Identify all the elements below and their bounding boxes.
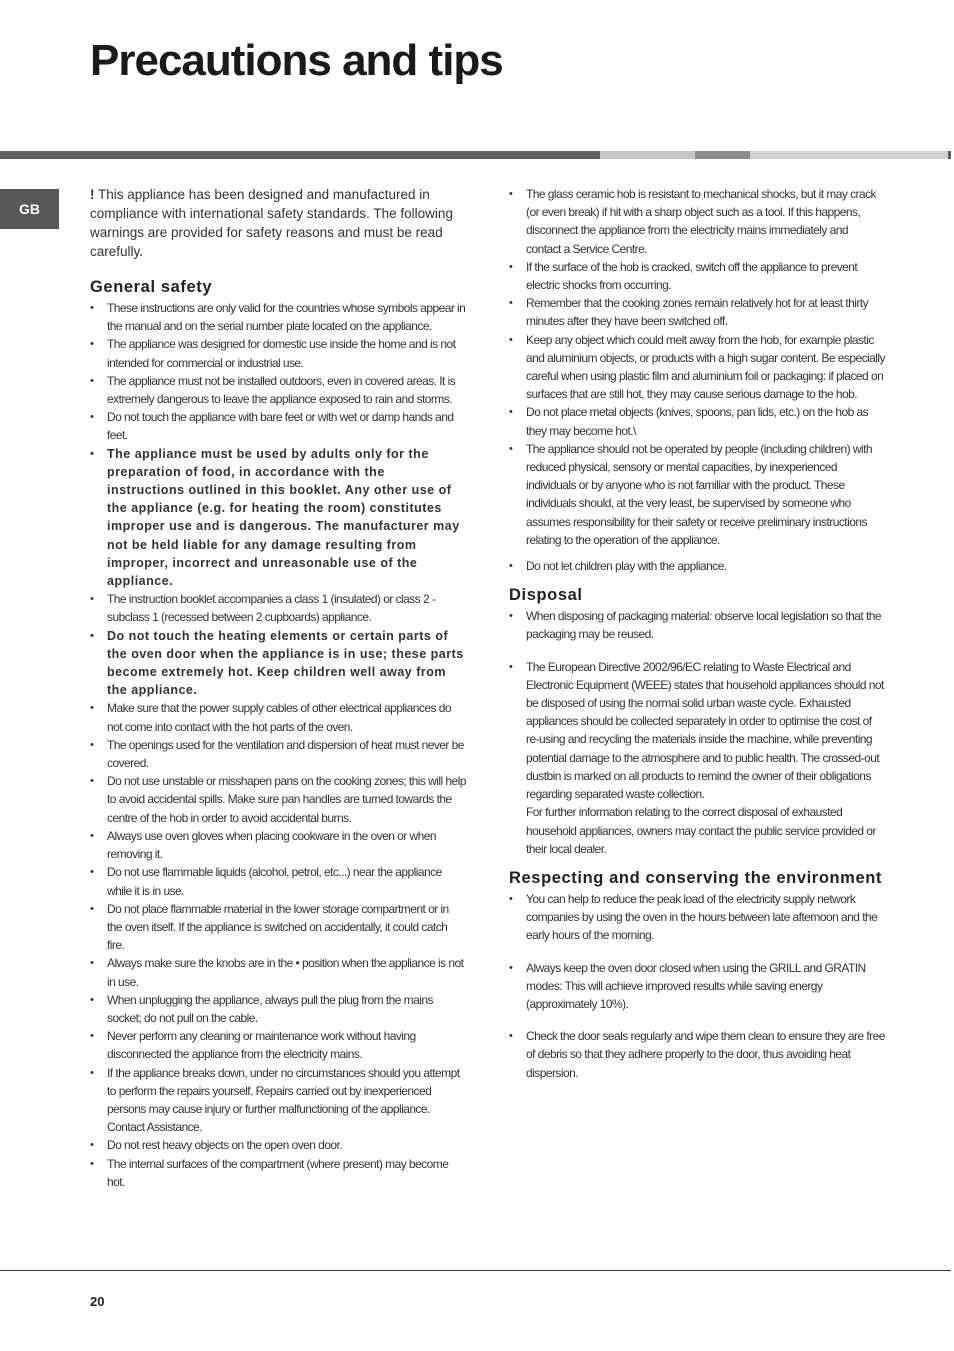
disposal-followup: For further information relating to the correct disposal of exhausted household appliances, owners may contact the public service provided or their local dealer. xyxy=(526,805,876,856)
header-bar-dark xyxy=(0,151,600,159)
list-item: • Remember that the cooking zones remain relatively hot for at least thirty minutes after they have been switched off. xyxy=(509,294,885,330)
list-item: • When unplugging the appliance, always pull the plug from the mains socket; do not pull on the cable. xyxy=(90,991,466,1027)
list-item: • Do not use flammable liquids (alcohol, petrol, etc...) near the appliance while it is in use. xyxy=(90,863,466,899)
environment-list xyxy=(509,890,885,1082)
header-bar-end xyxy=(948,151,951,159)
list-item: • When disposing of packaging material: observe local legislation so that the packaging may be reused. xyxy=(509,607,885,643)
list-item: • Always keep the oven door closed when using the GRILL and GRATIN modes: This will achieve improved results while saving energy (approximately 10%). xyxy=(509,959,885,1014)
footer-rule xyxy=(0,1270,951,1271)
list-item: • Keep any object which could melt away from the hob, for example plastic and aluminium objects, or products with a high sugar content. Be especially careful when using plastic film and aluminium foil or packaging: if placed on surfaces that are still hot, they may cause serious damage to the hob. xyxy=(509,331,885,404)
list-item: • The openings used for the ventilation and dispersion of heat must never be covered. xyxy=(90,736,466,772)
disposal-list xyxy=(509,607,885,858)
environment-heading: Respecting and conserving the environment xyxy=(509,868,883,887)
general-safety-heading: General safety xyxy=(90,278,213,296)
disposal-heading: Disposal xyxy=(509,586,583,605)
header-bar-pale xyxy=(750,151,948,159)
page-number: 20 xyxy=(90,1294,105,1309)
weee-text: The European Directive 2002/96/EC relating to Waste Electrical and Electronic Equipment (WEEE) states that household appliances should not be disposed of using the normal solid urban waste cycle. Exhausted appliances should be collected separately in order to optimise the cost of re-using and recycling the materials inside the machine, while preventing potential damage to the atmosphere and to public health. The crossed-out dustbin is marked on all products to remind the owner of their obligations regarding separated waste collection. xyxy=(526,659,884,802)
list-item: • If the appliance breaks down, under no circumstances should you attempt to perform the repairs yourself. Repairs carried out by inexperienced persons may cause injury or further malfunctioning of the appliance. Contact Assistance. xyxy=(90,1064,466,1137)
list-item: • Do not use unstable or misshapen pans on the cooking zones; this will help to avoid accidental spills. Make sure pan handles are turned towards the centre of the hob in order to avoid accidental burns. xyxy=(90,772,466,827)
right-column xyxy=(509,185,885,1082)
list-item: • Always make sure the knobs are in the • position when the appliance is not in use. xyxy=(90,954,466,990)
list-item: • Do not place flammable material in the lower storage compartment or in the oven itself. If the appliance is switched on accidentally, it could catch fire. xyxy=(90,900,466,955)
list-item: • Never perform any cleaning or maintenance work without having disconnected the appliance from the electricity mains. xyxy=(90,1027,466,1063)
list-item: • The instruction booklet accompanies a class 1 (insulated) or class 2 - subclass 1 (recessed between 2 cupboards) appliance. xyxy=(90,590,466,626)
page-title: Precautions and tips xyxy=(90,36,503,85)
list-item: • The appliance was designed for domestic use inside the home and is not intended for commercial or industrial use. xyxy=(90,335,466,371)
list-item: • The glass ceramic hob is resistant to mechanical shocks, but it may crack (or even break) if hit with a sharp object such as a tool. If this happens, disconnect the appliance from the electricity mains immediately and contact a Service Centre. xyxy=(509,185,885,258)
list-item: • Do not touch the appliance with bare feet or with wet or damp hands and feet. xyxy=(90,408,466,444)
list-item: • These instructions are only valid for the countries whose symbols appear in the manual and on the serial number plate located on the appliance. xyxy=(90,299,466,335)
list-item: • Check the door seals regularly and wipe them clean to ensure they are free of debris so that they adhere properly to the door, thus avoiding heat dispersion. xyxy=(509,1027,885,1082)
list-item: • The appliance should not be operated by people (including children) with reduced physical, sensory or mental capacities, by inexperienced individuals or by anyone who is not familiar with the product. These individuals should, at the very least, be supervised by someone who assumes responsibility for their safety or receive preliminary instructions relating to the operation of the appliance. xyxy=(509,440,885,549)
language-tab: GB xyxy=(0,189,59,229)
list-item: • Do not touch the heating elements or certain parts of the oven door when the appliance is in use; these parts become extremely hot. Keep children well away from the appliance. xyxy=(90,627,466,700)
list-item: • Do not let children play with the appliance. xyxy=(509,557,885,575)
list-item: • If the surface of the hob is cracked, switch off the appliance to prevent electric shocks from occurring. xyxy=(509,258,885,294)
list-item: • Make sure that the power supply cables of other electrical appliances do not come into contact with the hot parts of the oven. xyxy=(90,699,466,735)
header-bar-light xyxy=(600,151,695,159)
hob-safety-list xyxy=(509,185,885,575)
list-item: • You can help to reduce the peak load of the electricity supply network companies by using the oven in the hours between late afternoon and the early hours of the morning. xyxy=(509,890,885,945)
list-item xyxy=(509,658,885,858)
warning-mark: ! xyxy=(90,187,95,202)
intro-text: This appliance has been designed and manufactured in compliance with international safety standards. The following warnings are provided for safety reasons and must be read carefully. xyxy=(90,187,453,259)
left-column xyxy=(90,185,466,1191)
general-safety-list xyxy=(90,299,466,1191)
list-item: • The appliance must be used by adults only for the preparation of food, in accordance with the instructions outlined in this booklet. Any other use of the appliance (e.g. for heating the room) constitutes improper use and is dangerous. The manufacturer may not be held liable for any damage resulting from improper, incorrect and unreasonable use of the appliance. xyxy=(90,445,466,591)
list-item: • The appliance must not be installed outdoors, even in covered areas. It is extremely dangerous to leave the appliance exposed to rain and storms. xyxy=(90,372,466,408)
list-item: • Do not rest heavy objects on the open oven door. xyxy=(90,1136,466,1154)
intro-paragraph xyxy=(90,185,466,261)
header-bar-mid xyxy=(695,151,750,159)
list-item: • The internal surfaces of the compartment (where present) may become hot. xyxy=(90,1155,466,1191)
list-item: • Always use oven gloves when placing cookware in the oven or when removing it. xyxy=(90,827,466,863)
list-item: • Do not place metal objects (knives, spoons, pan lids, etc.) on the hob as they may become hot.\ xyxy=(509,403,885,439)
